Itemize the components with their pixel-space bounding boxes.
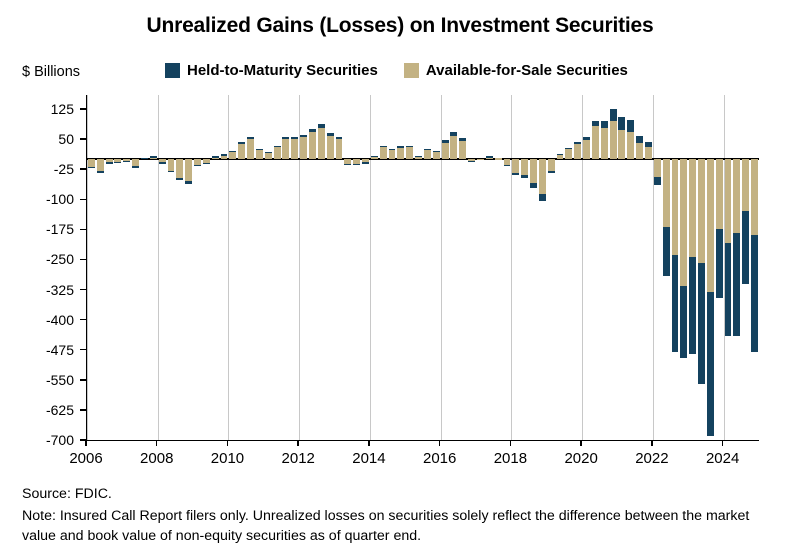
bar-segment-available-for-sale bbox=[336, 139, 343, 159]
x-axis-tick-label: 2016 bbox=[422, 450, 457, 467]
bar-segment-available-for-sale bbox=[327, 136, 334, 159]
bar-segment-held-to-maturity bbox=[194, 165, 201, 166]
bar-segment-available-for-sale bbox=[97, 159, 104, 171]
bar-column bbox=[344, 95, 351, 440]
bar-segment-held-to-maturity bbox=[442, 140, 449, 143]
bar-segment-held-to-maturity bbox=[707, 292, 714, 436]
bar-segment-available-for-sale bbox=[185, 159, 192, 181]
bar-column bbox=[247, 95, 254, 440]
bar-column bbox=[362, 95, 369, 440]
bar-segment-available-for-sale bbox=[300, 137, 307, 159]
bar-segment-held-to-maturity bbox=[282, 137, 289, 139]
y-axis-tick-mark bbox=[80, 349, 86, 351]
y-axis-tick-mark bbox=[80, 259, 86, 261]
bar-column bbox=[645, 95, 652, 440]
bar-column bbox=[548, 95, 555, 440]
bar-segment-held-to-maturity bbox=[627, 120, 634, 132]
bar-segment-held-to-maturity bbox=[185, 181, 192, 183]
bar-column bbox=[229, 95, 236, 440]
legend-swatch-held-to-maturity bbox=[165, 63, 180, 78]
bar-column bbox=[512, 95, 519, 440]
bar-segment-available-for-sale bbox=[618, 130, 625, 159]
bar-segment-held-to-maturity bbox=[424, 149, 431, 150]
bar-segment-available-for-sale bbox=[610, 121, 617, 159]
bar-segment-available-for-sale bbox=[265, 153, 272, 159]
bar-segment-available-for-sale bbox=[309, 132, 316, 159]
bar-column bbox=[141, 95, 148, 440]
bar-column bbox=[725, 95, 732, 440]
bar-segment-held-to-maturity bbox=[539, 194, 546, 200]
bar-segment-available-for-sale bbox=[574, 144, 581, 159]
bar-column bbox=[212, 95, 219, 440]
bar-segment-held-to-maturity bbox=[406, 146, 413, 148]
bar-column bbox=[583, 95, 590, 440]
bar-segment-available-for-sale bbox=[654, 159, 661, 177]
bar-segment-held-to-maturity bbox=[256, 149, 263, 150]
bar-segment-held-to-maturity bbox=[203, 163, 210, 164]
bar-segment-held-to-maturity bbox=[716, 229, 723, 297]
bar-segment-available-for-sale bbox=[247, 139, 254, 159]
legend-item-available-for-sale bbox=[404, 62, 628, 79]
bar-segment-available-for-sale bbox=[424, 150, 431, 159]
bar-column bbox=[309, 95, 316, 440]
y-axis-tick-label: -25 bbox=[53, 161, 74, 178]
bar-segment-held-to-maturity bbox=[291, 137, 298, 139]
bar-column bbox=[176, 95, 183, 440]
bar-segment-available-for-sale bbox=[291, 139, 298, 159]
bar-column bbox=[265, 95, 272, 440]
bar-segment-available-for-sale bbox=[88, 159, 95, 167]
bar-column bbox=[88, 95, 95, 440]
bar-segment-available-for-sale bbox=[725, 159, 732, 243]
x-axis-tick-mark bbox=[651, 440, 653, 446]
legend-label-held-to-maturity: Held-to-Maturity Securities bbox=[187, 62, 378, 79]
bar-column bbox=[698, 95, 705, 440]
bar-column bbox=[194, 95, 201, 440]
x-axis-tick-label: 2008 bbox=[140, 450, 174, 467]
bar-segment-available-for-sale bbox=[601, 128, 608, 159]
bar-segment-held-to-maturity bbox=[618, 117, 625, 130]
bar-segment-held-to-maturity bbox=[512, 173, 519, 175]
bar-segment-available-for-sale bbox=[450, 136, 457, 159]
y-axis-tick-mark bbox=[80, 138, 86, 140]
y-axis-tick-mark bbox=[80, 108, 86, 110]
bar-segment-available-for-sale bbox=[512, 159, 519, 173]
bar-column bbox=[132, 95, 139, 440]
y-axis-tick-label: -475 bbox=[45, 341, 74, 358]
bar-column bbox=[353, 95, 360, 440]
bar-segment-held-to-maturity bbox=[601, 121, 608, 127]
x-axis-tick-label: 2022 bbox=[635, 450, 669, 467]
bar-segment-held-to-maturity bbox=[459, 138, 466, 141]
bar-segment-held-to-maturity bbox=[565, 148, 572, 150]
bar-segment-available-for-sale bbox=[627, 132, 634, 159]
bar-segment-held-to-maturity bbox=[327, 133, 334, 136]
bar-segment-available-for-sale bbox=[442, 143, 449, 159]
bar-column bbox=[114, 95, 121, 440]
source-line: Source: FDIC. bbox=[22, 486, 112, 502]
bar-segment-held-to-maturity bbox=[610, 109, 617, 121]
bar-segment-available-for-sale bbox=[238, 144, 245, 159]
bar-segment-held-to-maturity bbox=[141, 158, 148, 159]
chart-legend bbox=[165, 62, 628, 79]
bar-segment-held-to-maturity bbox=[689, 257, 696, 353]
bar-column bbox=[406, 95, 413, 440]
bar-segment-available-for-sale bbox=[229, 152, 236, 159]
bar-segment-held-to-maturity bbox=[574, 142, 581, 144]
y-axis-tick-mark bbox=[80, 379, 86, 381]
x-axis-tick-mark bbox=[580, 440, 582, 446]
bar-column bbox=[689, 95, 696, 440]
x-axis-tick-mark bbox=[85, 440, 87, 446]
bar-segment-held-to-maturity bbox=[397, 146, 404, 148]
bar-segment-held-to-maturity bbox=[742, 211, 749, 283]
bar-segment-held-to-maturity bbox=[274, 146, 281, 148]
bar-column bbox=[185, 95, 192, 440]
x-axis-tick-mark bbox=[722, 440, 724, 446]
x-axis-tick-label: 2010 bbox=[210, 450, 245, 467]
bar-segment-available-for-sale bbox=[672, 159, 679, 255]
bar-segment-available-for-sale bbox=[459, 141, 466, 159]
bar-column bbox=[716, 95, 723, 440]
bar-segment-held-to-maturity bbox=[265, 152, 272, 153]
x-axis-tick-label: 2024 bbox=[705, 450, 740, 467]
bar-column bbox=[168, 95, 175, 440]
bar-column bbox=[680, 95, 687, 440]
bar-segment-held-to-maturity bbox=[468, 161, 475, 162]
bar-column bbox=[238, 95, 245, 440]
x-axis-tick-label: 2018 bbox=[493, 450, 528, 467]
bar-column bbox=[672, 95, 679, 440]
bar-segment-held-to-maturity bbox=[592, 121, 599, 127]
bar-segment-held-to-maturity bbox=[504, 165, 511, 166]
bar-column bbox=[424, 95, 431, 440]
bar-column bbox=[415, 95, 422, 440]
bar-segment-held-to-maturity bbox=[97, 171, 104, 173]
bar-segment-held-to-maturity bbox=[380, 146, 387, 148]
x-axis-tick-label: 2006 bbox=[69, 450, 103, 467]
bar-column bbox=[610, 95, 617, 440]
bar-segment-available-for-sale bbox=[256, 150, 263, 159]
legend-swatch-available-for-sale bbox=[404, 63, 419, 78]
bar-column bbox=[742, 95, 749, 440]
bar-segment-available-for-sale bbox=[168, 159, 175, 171]
y-axis-tick-label: 125 bbox=[50, 101, 74, 118]
bar-segment-available-for-sale bbox=[680, 159, 687, 285]
bar-segment-available-for-sale bbox=[221, 155, 228, 159]
y-axis-tick-label: -325 bbox=[45, 281, 74, 298]
bar-column bbox=[627, 95, 634, 440]
bar-column bbox=[371, 95, 378, 440]
bar-segment-held-to-maturity bbox=[362, 162, 369, 163]
bar-segment-held-to-maturity bbox=[150, 156, 157, 157]
bar-segment-available-for-sale bbox=[282, 139, 289, 159]
bar-segment-held-to-maturity bbox=[344, 164, 351, 165]
bar-segment-available-for-sale bbox=[495, 158, 502, 159]
y-axis-tick-label: -700 bbox=[45, 432, 74, 448]
bar-column bbox=[380, 95, 387, 440]
bar-column bbox=[504, 95, 511, 440]
bar-segment-available-for-sale bbox=[406, 147, 413, 159]
bar-column bbox=[557, 95, 564, 440]
bar-segment-available-for-sale bbox=[716, 159, 723, 229]
bar-segment-held-to-maturity bbox=[725, 243, 732, 335]
bar-segment-held-to-maturity bbox=[433, 151, 440, 152]
bar-segment-available-for-sale bbox=[592, 126, 599, 159]
x-axis-tick-mark bbox=[439, 440, 441, 446]
x-axis-tick-mark bbox=[297, 440, 299, 446]
bar-segment-available-for-sale bbox=[583, 140, 590, 159]
bar-segment-held-to-maturity bbox=[521, 175, 528, 178]
bar-segment-available-for-sale bbox=[689, 159, 696, 257]
bar-column bbox=[751, 95, 758, 440]
bar-segment-available-for-sale bbox=[380, 147, 387, 159]
chart-title: Unrealized Gains (Losses) on Investment Securities bbox=[146, 14, 654, 37]
bar-segment-available-for-sale bbox=[389, 150, 396, 159]
bar-column bbox=[495, 95, 502, 440]
bar-segment-held-to-maturity bbox=[654, 177, 661, 185]
bar-segment-available-for-sale bbox=[477, 159, 484, 160]
legend-label-available-for-sale: Available-for-Sale Securities bbox=[425, 62, 628, 79]
bar-column bbox=[477, 95, 484, 440]
bar-column bbox=[450, 95, 457, 440]
x-axis-tick-mark bbox=[156, 440, 158, 446]
y-axis-tick-mark bbox=[80, 168, 86, 170]
bar-segment-held-to-maturity bbox=[698, 263, 705, 383]
bar-segment-held-to-maturity bbox=[733, 233, 740, 335]
bar-segment-held-to-maturity bbox=[680, 286, 687, 358]
bar-segment-held-to-maturity bbox=[176, 178, 183, 180]
bar-segment-held-to-maturity bbox=[672, 255, 679, 351]
bar-column bbox=[282, 95, 289, 440]
bar-segment-available-for-sale bbox=[274, 147, 281, 159]
plot-area bbox=[86, 95, 759, 441]
x-axis-tick-label: 2012 bbox=[281, 450, 315, 467]
plot-inner bbox=[87, 95, 759, 440]
bar-column bbox=[663, 95, 670, 440]
bar-column bbox=[318, 95, 325, 440]
bar-segment-held-to-maturity bbox=[159, 162, 166, 163]
bar-segment-held-to-maturity bbox=[168, 171, 175, 172]
bar-segment-held-to-maturity bbox=[583, 137, 590, 140]
bar-column bbox=[574, 95, 581, 440]
bar-column bbox=[397, 95, 404, 440]
bar-column bbox=[707, 95, 714, 440]
y-axis-tick-label: -100 bbox=[45, 191, 74, 208]
y-axis-tick-label: 50 bbox=[58, 131, 74, 148]
bar-column bbox=[106, 95, 113, 440]
bar-column bbox=[256, 95, 263, 440]
bar-column bbox=[459, 95, 466, 440]
bar-segment-available-for-sale bbox=[539, 159, 546, 194]
bar-segment-held-to-maturity bbox=[336, 137, 343, 139]
note-line: Note: Insured Call Report filers only. Unrealized losses on securities solely reflect the difference between the market value and book value of non-equity securities as of quarter end. bbox=[22, 508, 750, 545]
bar-segment-held-to-maturity bbox=[318, 124, 325, 128]
bar-segment-held-to-maturity bbox=[300, 135, 307, 137]
bar-segment-available-for-sale bbox=[132, 159, 139, 166]
bar-segment-available-for-sale bbox=[176, 159, 183, 178]
bar-column bbox=[159, 95, 166, 440]
bar-column bbox=[300, 95, 307, 440]
bar-segment-held-to-maturity bbox=[450, 132, 457, 136]
bar-segment-held-to-maturity bbox=[309, 129, 316, 132]
bar-column bbox=[468, 95, 475, 440]
bar-column bbox=[433, 95, 440, 440]
bar-segment-held-to-maturity bbox=[530, 183, 537, 188]
bar-segment-held-to-maturity bbox=[247, 137, 254, 139]
y-axis-tick-label: -400 bbox=[45, 311, 74, 328]
bar-column bbox=[521, 95, 528, 440]
bar-segment-held-to-maturity bbox=[353, 164, 360, 165]
y-axis-tick-label: -175 bbox=[45, 221, 74, 238]
bar-segment-available-for-sale bbox=[742, 159, 749, 211]
bar-column bbox=[530, 95, 537, 440]
bar-segment-available-for-sale bbox=[433, 152, 440, 159]
bar-segment-available-for-sale bbox=[636, 143, 643, 159]
footnotes bbox=[22, 484, 778, 546]
bar-column bbox=[203, 95, 210, 440]
bar-column bbox=[539, 95, 546, 440]
bar-column bbox=[601, 95, 608, 440]
bar-column bbox=[654, 95, 661, 440]
bar-segment-held-to-maturity bbox=[106, 162, 113, 163]
y-axis-tick-label: -550 bbox=[45, 371, 74, 388]
bar-segment-available-for-sale bbox=[751, 159, 758, 235]
bar-column bbox=[636, 95, 643, 440]
bar-segment-held-to-maturity bbox=[221, 154, 228, 155]
bar-segment-available-for-sale bbox=[733, 159, 740, 233]
bar-segment-held-to-maturity bbox=[645, 142, 652, 148]
x-axis-tick-label: 2020 bbox=[564, 450, 598, 467]
bar-column bbox=[327, 95, 334, 440]
bar-column bbox=[618, 95, 625, 440]
bar-segment-held-to-maturity bbox=[751, 235, 758, 351]
bar-segment-available-for-sale bbox=[521, 159, 528, 175]
bar-segment-available-for-sale bbox=[663, 159, 670, 227]
bar-segment-available-for-sale bbox=[557, 154, 564, 159]
bar-segment-held-to-maturity bbox=[557, 154, 564, 155]
bar-column bbox=[97, 95, 104, 440]
bar-segment-available-for-sale bbox=[530, 159, 537, 183]
bar-column bbox=[442, 95, 449, 440]
bar-column bbox=[291, 95, 298, 440]
bar-segment-held-to-maturity bbox=[389, 149, 396, 150]
y-axis-tick-label: -625 bbox=[45, 401, 74, 418]
y-axis-tick-mark bbox=[80, 199, 86, 201]
y-axis-tick-mark bbox=[80, 409, 86, 411]
bar-column bbox=[150, 95, 157, 440]
bar-column bbox=[389, 95, 396, 440]
bar-segment-available-for-sale bbox=[397, 148, 404, 159]
bar-segment-held-to-maturity bbox=[663, 227, 670, 275]
x-axis-tick-mark bbox=[368, 440, 370, 446]
bar-segment-held-to-maturity bbox=[371, 156, 378, 157]
bar-segment-held-to-maturity bbox=[229, 151, 236, 152]
bar-segment-held-to-maturity bbox=[548, 171, 555, 173]
y-axis-tick-label: -250 bbox=[45, 251, 74, 268]
bar-segment-available-for-sale bbox=[698, 159, 705, 263]
bar-segment-available-for-sale bbox=[548, 159, 555, 171]
bar-segment-held-to-maturity bbox=[132, 166, 139, 167]
bar-column bbox=[123, 95, 130, 440]
y-axis-tick-mark bbox=[80, 289, 86, 291]
bar-segment-held-to-maturity bbox=[486, 156, 493, 157]
x-axis-tick-mark bbox=[227, 440, 229, 446]
bar-segment-available-for-sale bbox=[565, 149, 572, 159]
x-axis-tick-label: 2014 bbox=[352, 450, 386, 467]
bar-column bbox=[565, 95, 572, 440]
bar-segment-held-to-maturity bbox=[415, 156, 422, 157]
bar-column bbox=[733, 95, 740, 440]
bar-column bbox=[592, 95, 599, 440]
bar-segment-held-to-maturity bbox=[114, 162, 121, 163]
x-axis-tick-mark bbox=[510, 440, 512, 446]
bar-segment-held-to-maturity bbox=[636, 136, 643, 143]
bar-column bbox=[274, 95, 281, 440]
y-axis-unit-label: $ Billions bbox=[22, 64, 81, 80]
bar-segment-held-to-maturity bbox=[123, 161, 130, 162]
y-axis-tick-mark bbox=[80, 229, 86, 231]
bar-column bbox=[336, 95, 343, 440]
bar-segment-held-to-maturity bbox=[238, 142, 245, 144]
legend-item-held-to-maturity bbox=[165, 62, 378, 79]
bar-segment-available-for-sale bbox=[318, 128, 325, 159]
bar-segment-available-for-sale bbox=[645, 147, 652, 159]
bar-column bbox=[221, 95, 228, 440]
bar-segment-held-to-maturity bbox=[212, 156, 219, 157]
bar-segment-available-for-sale bbox=[707, 159, 714, 291]
bar-column bbox=[486, 95, 493, 440]
bar-segment-held-to-maturity bbox=[88, 167, 95, 168]
y-axis-tick-mark bbox=[80, 319, 86, 321]
